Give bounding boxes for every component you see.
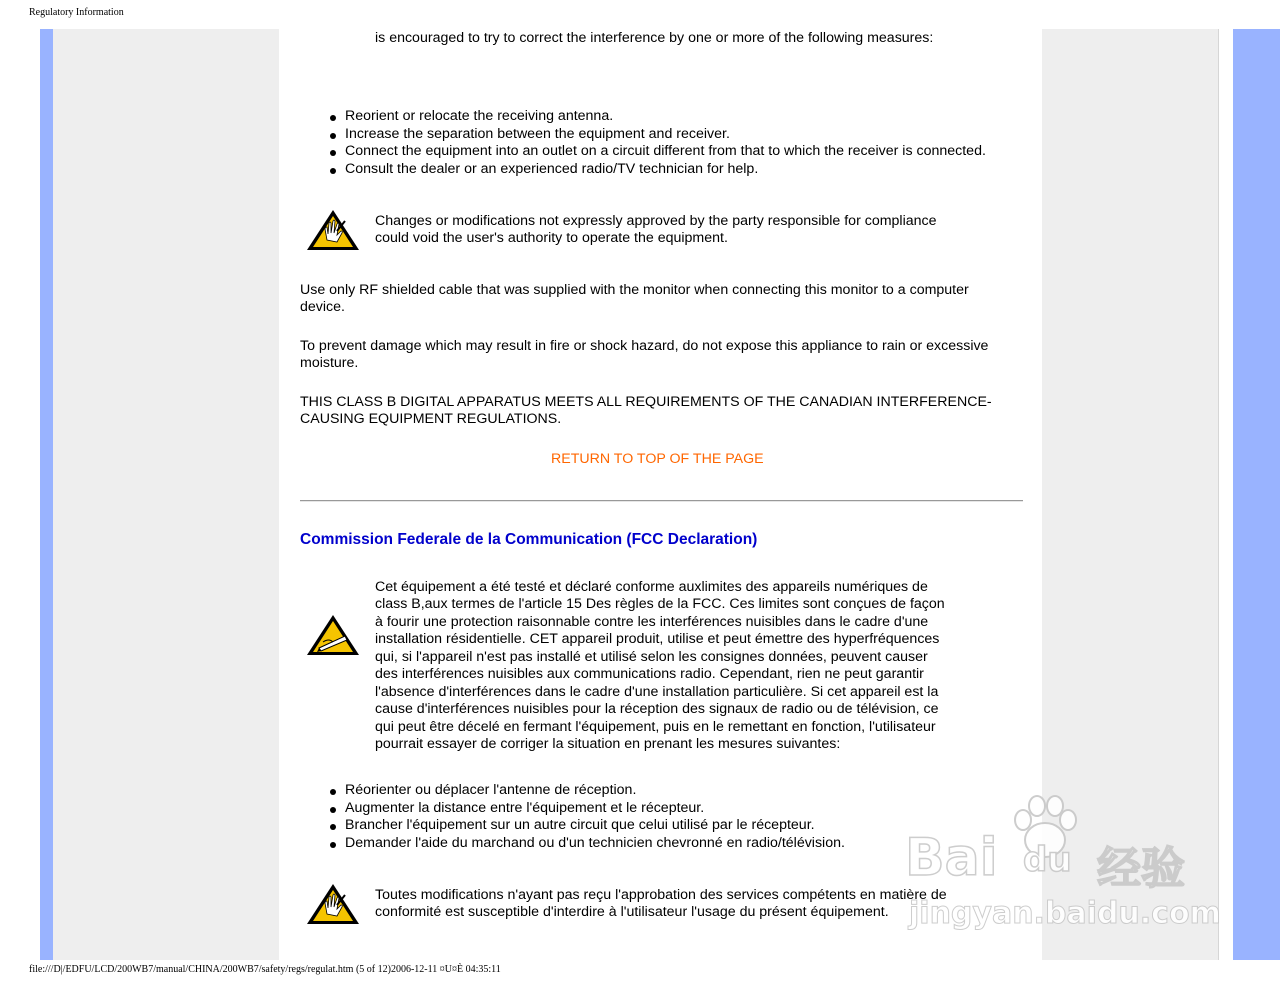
list-item: Demander l'aide du marchand ou d'un technicien chevronné en radio/télévision. (345, 834, 845, 851)
fcc-fr-section-title: Commission Federale de la Communication (FCC Declaration) (300, 531, 758, 548)
fcc-fr-line: à fourir une protection raisonnable contre les interférences nuisibles dans le cadre d'une (375, 614, 929, 630)
warning-pen-icon (305, 612, 361, 658)
section-divider (300, 500, 1023, 502)
measures-list (345, 108, 986, 178)
intro-line: is encouraged to try to correct the interference by one or more of the following measures: (375, 30, 934, 46)
watermark-url: jingyan.baidu.com (909, 896, 1221, 931)
fire-hazard-line2: moisture. (300, 355, 359, 371)
list-item: Reorient or relocate the receiving antenna. (345, 108, 986, 126)
warning-text-line1: Changes or modifications not expressly approved by the party responsible for compliance (375, 213, 937, 229)
fcc-fr-line: qui, si l'appareil n'est pas installé et utilisé selon les consignes données, peuvent causer (375, 649, 928, 665)
left-margin-panel (53, 29, 279, 960)
fcc-fr-line: cause d'interférences nuisibles pour la réception des signaux de radio ou de télévision, ce (375, 701, 939, 717)
left-frame-bar (40, 29, 53, 960)
warning-hand-icon (305, 881, 361, 927)
watermark-brand-cn: 经验 (1097, 843, 1185, 894)
list-item: Augmenter la distance entre l'équipement et le récepteur. (345, 800, 845, 818)
right-gap (1219, 29, 1233, 960)
fcc-fr-line: installation résidentielle. CET appareil produit, utilise et peut émettre des hyperfréquences (375, 631, 940, 647)
fcc-fr-line: qui peut être décelé en fermant l'équipement, puis en le remettant en fonction, l'utilisateur (375, 719, 936, 735)
header-title: Regulatory Information (29, 7, 124, 18)
list-item: Consult the dealer or an experienced radio/TV technician for help. (345, 161, 986, 179)
fr-warning-line1: Toutes modifications n'ayant pas reçu l'approbation des services compétents en matière de (375, 887, 947, 903)
rf-cable-line1: Use only RF shielded cable that was supplied with the monitor when connecting this monitor to a computer (300, 282, 969, 298)
fcc-fr-line: pourrait essayer de corriger la situation en prenant les mesures suivantes: (375, 736, 841, 752)
watermark-brand-left: Bai (905, 828, 998, 888)
footer-path: file:///D|/EDFU/LCD/200WB7/manual/CHINA/200WB7/safety/regs/regulat.htm (5 of 12)2006-12-11 ¤U¤È 04:35:11 (29, 964, 501, 975)
print-header (0, 0, 1280, 29)
fcc-fr-line: l'absence d'interférences dans le cadre d'une installation particulière. Si cet appareil est la (375, 684, 939, 700)
warning-hand-icon (305, 207, 361, 253)
fcc-fr-line: class B,aux termes de l'article 15 Des règles de la FCC. Ces limites sont conçues de façon (375, 596, 945, 612)
right-frame-bar (1233, 29, 1280, 960)
watermark-brand-right: du (1023, 840, 1072, 880)
warning-text-line2: could void the user's authority to operate the equipment. (375, 230, 728, 246)
rf-cable-line2: device. (300, 299, 345, 315)
fr-measures-list (345, 782, 845, 852)
list-item: Connect the equipment into an outlet on a circuit different from that to which the receiver is connected. (345, 143, 986, 159)
fr-warning-line2: conformité est susceptible d'interdire à l'utilisateur l'usage du présent équipement. (375, 904, 889, 920)
fcc-fr-line: des interférences nuisibles aux communications radio. Cependant, rien ne peut garantir (375, 666, 924, 682)
baidu-watermark (905, 790, 1221, 940)
fcc-fr-line: Cet équipement a été testé et déclaré conforme auxlimites des appareils numériques de (375, 579, 928, 595)
list-item: Increase the separation between the equipment and receiver. (345, 126, 986, 144)
class-b-line2: CAUSING EQUIPMENT REGULATIONS. (300, 411, 562, 427)
list-item: Brancher l'équipement sur un autre circuit que celui utilisé par le récepteur. (345, 817, 845, 835)
return-to-top-link[interactable]: RETURN TO TOP OF THE PAGE (551, 451, 764, 467)
list-item: Réorienter ou déplacer l'antenne de réception. (345, 782, 845, 800)
fire-hazard-line1: To prevent damage which may result in fire or shock hazard, do not expose this appliance to rain or excessive (300, 338, 989, 354)
class-b-line1: THIS CLASS B DIGITAL APPARATUS MEETS ALL REQUIREMENTS OF THE CANADIAN INTERFERENCE- (300, 394, 992, 410)
